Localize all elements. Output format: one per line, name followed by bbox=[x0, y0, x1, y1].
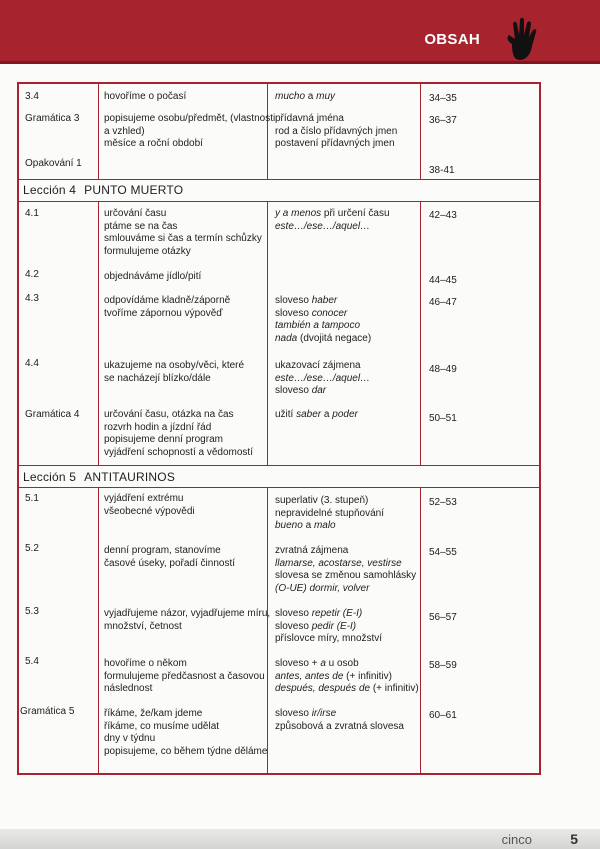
page-range: 42–43 bbox=[429, 210, 457, 221]
lesson-heading bbox=[23, 183, 183, 197]
lesson-number: 4.4 bbox=[25, 358, 39, 369]
page-range: 44–45 bbox=[429, 275, 457, 286]
grammar-topic: y a menos při určení času este…/ese…/aquel… bbox=[275, 208, 390, 232]
page-range: 54–55 bbox=[429, 547, 457, 558]
grammar-topic: užití saber a poder bbox=[275, 409, 358, 420]
communication-goal: určování času ptáme se na čas smlouváme si čas a termín schůzky formulujeme otázky bbox=[104, 208, 262, 257]
lesson-number: Gramática 4 bbox=[25, 409, 80, 420]
grammar-topic: ukazovací zájmena este…/ese…/aquel… sloveso dar bbox=[275, 360, 371, 396]
handprint-icon bbox=[498, 14, 542, 66]
grammar-topic: sloveso haber sloveso conocer también a tampoco nada (dvojitá negace) bbox=[275, 295, 372, 344]
lesson-number: Gramática 3 bbox=[25, 113, 80, 124]
page-range: 38-41 bbox=[429, 165, 455, 176]
lesson-number: 4.1 bbox=[25, 208, 39, 219]
lesson-number: 5.2 bbox=[25, 543, 39, 554]
grammar-topic: přídavná jména rod a číslo přídavných jmen postavení přídavných jmen bbox=[275, 113, 398, 149]
communication-goal: vyjadřujeme názor, vyjadřujeme míru, množství, četnost bbox=[104, 608, 271, 632]
lesson-number: 5.4 bbox=[25, 656, 39, 667]
lesson-number: 3.4 bbox=[25, 91, 39, 102]
header-band bbox=[0, 0, 600, 64]
page-range: 48–49 bbox=[429, 364, 457, 375]
page-range: 58–59 bbox=[429, 660, 457, 671]
grammar-topic: zvratná zájmena llamarse, acostarse, vestirse slovesa se změnou samohlásky (O-UE) dormir, volver bbox=[275, 545, 417, 594]
page-range: 56–57 bbox=[429, 612, 457, 623]
lesson-number: 5.1 bbox=[25, 493, 39, 504]
lesson-name: PUNTO MUERTO bbox=[84, 183, 184, 197]
lesson-name: ANTITAURINOS bbox=[84, 470, 176, 484]
grammar-topic: sloveso repetir (E-I) sloveso pedir (E-I) příslovce míry, množství bbox=[275, 608, 383, 644]
page-range: 46–47 bbox=[429, 297, 457, 308]
grammar-topic: mucho a muy bbox=[275, 91, 336, 102]
lesson-number: 4.3 bbox=[25, 293, 39, 304]
communication-goal: popisujeme osobu/předmět, (vlastnosti a vzhled) měsíce a roční období bbox=[104, 113, 276, 149]
communication-goal: říkáme, že/kam jdeme říkáme, co musíme udělat dny v týdnu popisujeme, co během týdne děláme bbox=[104, 708, 268, 757]
page-range: 36–37 bbox=[429, 115, 457, 126]
communication-goal: odpovídáme kladně/záporně tvoříme zápornou výpověď bbox=[104, 295, 231, 319]
communication-goal: hovoříme o někom formulujeme předčasnost a časovou následnost bbox=[104, 658, 265, 694]
lesson-label: Lección 5 bbox=[23, 470, 77, 484]
page-number-word: cinco bbox=[501, 832, 532, 847]
page-footer bbox=[0, 829, 600, 849]
lesson-number: Gramática 5 bbox=[20, 706, 75, 717]
grammar-topic: sloveso ir/irse způsobová a zvratná slovesa bbox=[275, 708, 404, 732]
communication-goal: vyjádření extrému všeobecné výpovědi bbox=[104, 493, 195, 517]
communication-goal: určování času, otázka na čas rozvrh hodin a jízdní řád popisujeme denní program vyjádření schopností a vědomostí bbox=[104, 409, 253, 458]
lesson-label: Lección 4 bbox=[23, 183, 77, 197]
communication-goal: hovoříme o počasí bbox=[104, 91, 187, 102]
page-range: 50–51 bbox=[429, 413, 457, 424]
communication-goal: ukazujeme na osoby/věci, které se nacházejí blízko/dále bbox=[104, 360, 245, 384]
lesson-heading bbox=[23, 470, 175, 484]
lesson-number: 5.3 bbox=[25, 606, 39, 617]
page-title: OBSAH bbox=[424, 31, 480, 48]
communication-goal: objednáváme jídlo/pití bbox=[104, 271, 202, 282]
contents-table bbox=[17, 82, 541, 775]
lesson-number: Opakování 1 bbox=[25, 158, 82, 169]
grammar-topic: sloveso + a u osob antes, antes de (+ infinitiv) después, después de (+ infinitiv) bbox=[275, 658, 419, 694]
communication-goal: denní program, stanovíme časové úseky, pořadí činností bbox=[104, 545, 235, 569]
page-range: 34–35 bbox=[429, 93, 457, 104]
grammar-topic: superlativ (3. stupeň) nepravidelné stupňování bueno a malo bbox=[275, 495, 384, 531]
page-range: 60–61 bbox=[429, 710, 457, 721]
page-number: 5 bbox=[570, 831, 578, 847]
page-range: 52–53 bbox=[429, 497, 457, 508]
lesson-number: 4.2 bbox=[25, 269, 39, 280]
